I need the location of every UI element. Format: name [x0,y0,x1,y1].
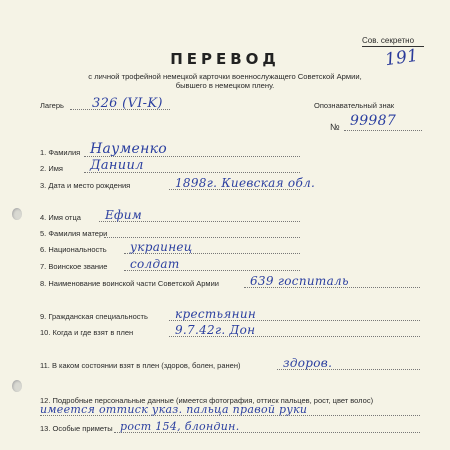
field-line [104,237,300,238]
field-value-handwritten: здоров. [283,356,333,370]
field-label-text: В каком состоянии взят в плен (здоров, болен, ранен) [51,361,241,370]
id-mark-prefix: № [330,122,340,132]
field-number: 3. [40,181,47,190]
document-title: ПЕРЕВОД [170,50,280,68]
field-label-text: Наименование воинской части Советской Армии [48,279,219,288]
punch-hole-top [12,208,22,220]
field-number: 10. [40,328,51,337]
classification-stamp: Сов. секретно [362,36,415,45]
camp-value: 326 (VI-K) [92,96,163,111]
subtitle-line-1: с личной трофейной немецкой карточки военнослужащего Советской Армии, [88,72,362,81]
field-value-handwritten: 9.7.42г. Дон [175,323,256,337]
field-number: 11. [40,361,50,370]
field-value-handwritten: 1898г. Киевская обл. [175,176,316,190]
field-value-handwritten: 639 госпиталь [250,274,349,288]
field-label [40,229,107,238]
camp-label: Лагерь [40,101,64,110]
field-label-text: Фамилия матери [48,229,108,238]
field-value-handwritten: имеется оттиск указ. пальца правой руки [40,403,308,416]
field-label [40,279,219,288]
field-number: 1. [40,148,47,157]
punch-hole-bottom [12,380,22,392]
field-label-text: Фамилия [48,148,81,157]
id-mark-label: Опознавательный знак [314,101,395,110]
id-mark-value: 99987 [350,113,397,129]
field-number: 8. [40,279,47,288]
field-label [40,312,148,321]
field-number: 13. [40,424,51,433]
page-number-handwritten: 191 [383,45,420,71]
field-label [40,148,80,157]
field-value-handwritten: украинец [130,240,193,254]
field-label [40,328,133,337]
field-number: 9. [40,312,47,321]
field-value-handwritten: солдат [130,257,180,271]
field-label [40,361,240,370]
field-number: 4. [40,213,47,222]
field-label [40,262,107,271]
field-number: 2. [40,164,47,173]
field-label [40,164,63,173]
field-label-text: Имя отца [48,213,81,222]
field-number: 6. [40,245,47,254]
field-value-handwritten: Ефим [105,208,143,222]
field-label-text: Гражданская специальность [48,312,148,321]
field-label [40,424,113,433]
subtitle-line-2: бывшего в немецком плену. [175,81,275,90]
field-value-handwritten: Даниил [90,158,144,173]
field-value-handwritten: рост 154, блондин. [120,420,240,433]
field-label-text: Имя [48,164,63,173]
field-label [40,213,81,222]
field-number: 12. [40,396,51,405]
field-label-text: Особые приметы [52,424,113,433]
field-number: 7. [40,262,47,271]
field-label-text: Воинское звание [48,262,108,271]
field-label-text: Национальность [48,245,107,254]
field-label-text: Подробные персональные данные (имеется фотография, оттиск пальцев, рост, цвет волос) [52,396,374,405]
field-label [40,181,130,190]
field-number: 5. [40,229,47,238]
field-value-handwritten: крестьянин [175,307,257,321]
field-label [40,245,107,254]
field-label-text: Дата и место рождения [48,181,131,190]
id-mark-line [344,130,422,131]
field-label-text: Когда и где взят в плен [52,328,134,337]
field-value-handwritten: Науменко [90,141,167,157]
